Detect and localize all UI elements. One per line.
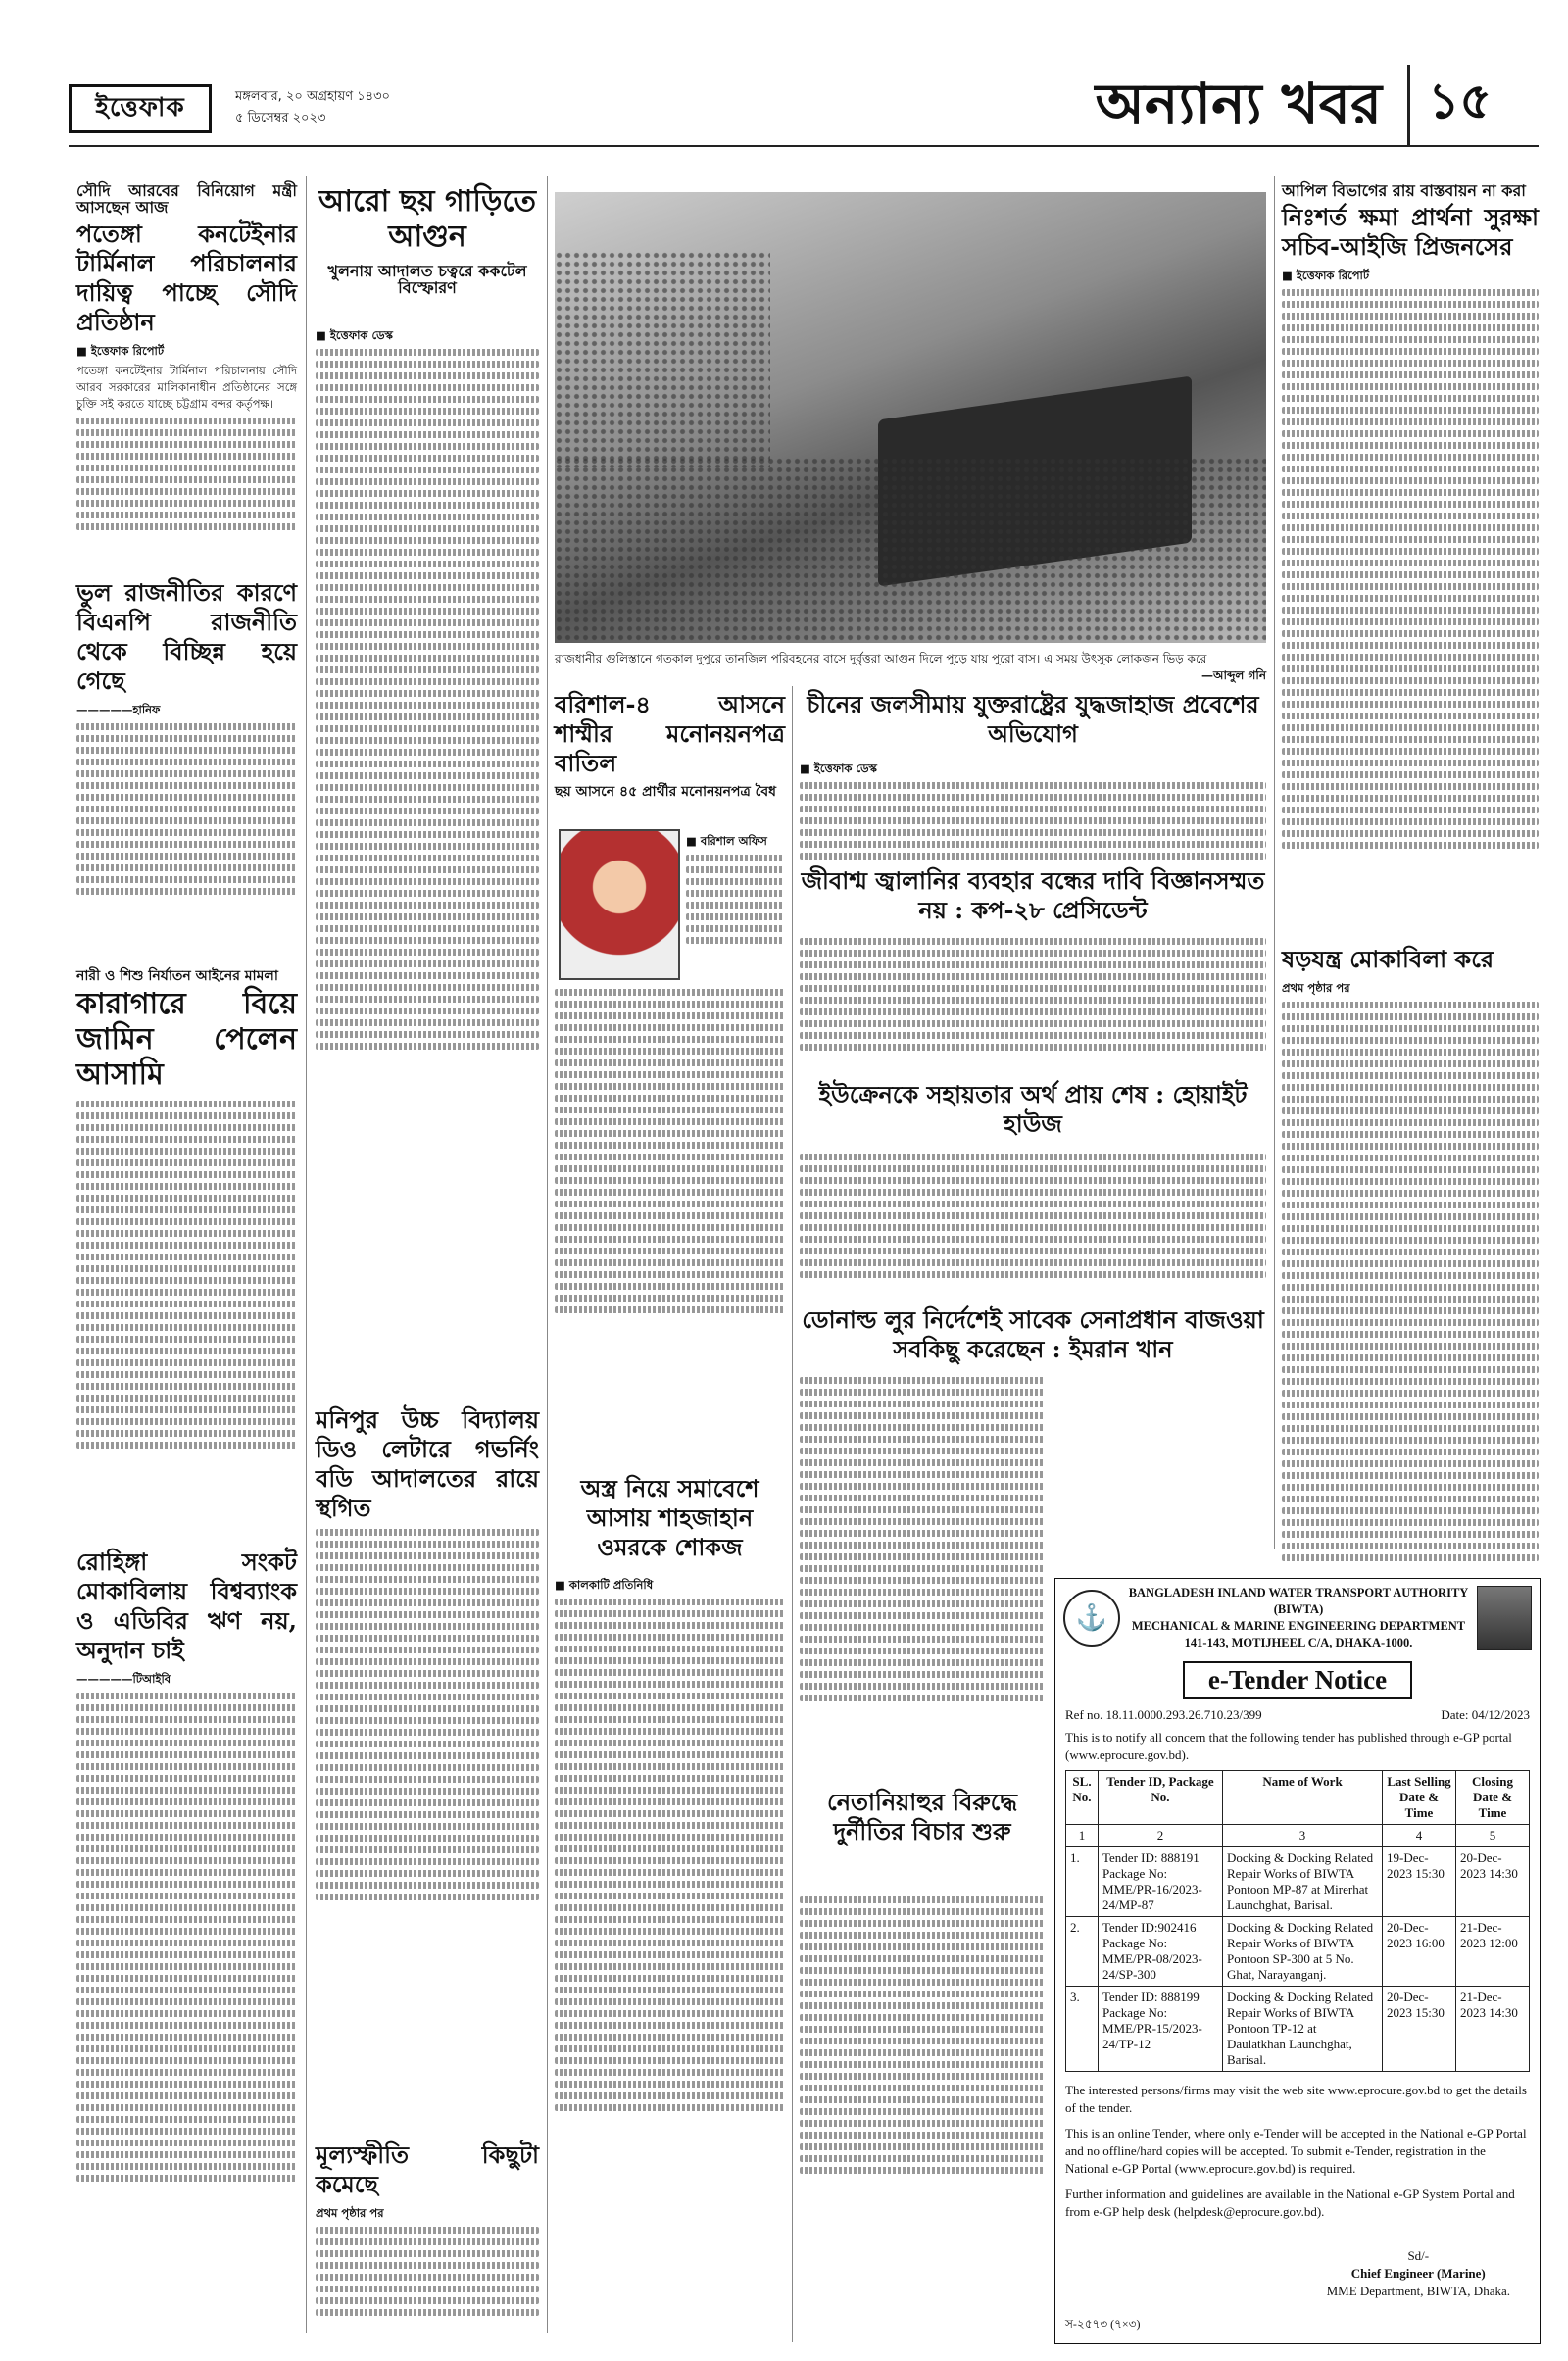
- headline[interactable]: কারাগারে বিয়ে জামিন পেলেন আসামি: [76, 987, 297, 1092]
- work-cell: Docking & Docking Related Repair Works of BIWTA Pontoon MP-87 at Mirerhat Launchghat, Barisal.: [1223, 1847, 1383, 1917]
- tender-date: Date: 04/12/2023: [1441, 1707, 1530, 1722]
- tender-id-cell: Tender ID: 888199 Package No: MME/PR-15/2023-24/TP-12: [1099, 1987, 1223, 2072]
- crowd-shape: [555, 457, 1266, 643]
- sell-date-cell: 20-Dec-2023 16:00: [1383, 1917, 1456, 1987]
- photo-caption: [555, 651, 1266, 684]
- tender-dept: MECHANICAL & MARINE ENGINEERING DEPARTMENT: [1131, 1619, 1466, 1633]
- headline[interactable]: ডোনাল্ড লুর নির্দেশেই সাবেক সেনাপ্রধান বাজওয়া সবকিছু করেছেন : ইমরান খান: [802, 1305, 1264, 1363]
- table-row: [1066, 1987, 1530, 2072]
- close-date-cell: 21-Dec-2023 12:00: [1456, 1917, 1530, 1987]
- caption-text: রাজধানীর গুলিস্তানে গতকাল দুপুরে তানজিল পরিবহনের বাসে দুর্বৃত্তরা আগুন দিলে পুড়ে যায় পুরো বাস। এ সময় উৎসুক লোকজন ভিড় করে: [555, 652, 1207, 665]
- byline: প্রথম পৃষ্ঠার পর: [1282, 981, 1350, 995]
- page-number: ১৫: [1407, 65, 1492, 146]
- headline[interactable]: ইউক্রেনকে সহায়তার অর্থ প্রায় শেষ : হোয়াইট হাউজ: [818, 1080, 1248, 1138]
- attribution: —————হানিফ: [76, 703, 161, 716]
- dateline: [235, 86, 390, 129]
- headline[interactable]: চীনের জলসীমায় যুক্তরাষ্ট্রের যুদ্ধজাহাজ প্রবেশের অভিযোগ: [807, 690, 1259, 748]
- table-header: Name of Work: [1223, 1771, 1383, 1825]
- article-barisal-body: [555, 984, 785, 1318]
- headline[interactable]: রোহিঙ্গা সংকট মোকাবিলায় বিশ্বব্যাংক ও এডিবির ঋণ নয়, অনুদান চাই: [76, 1548, 297, 1664]
- ad-code: স-২৫৭৩ (৭×৩): [1065, 2317, 1141, 2331]
- column-number: 2: [1099, 1825, 1223, 1847]
- close-date-cell: 20-Dec-2023 14:30: [1456, 1847, 1530, 1917]
- column-divider: [547, 176, 548, 2333]
- sl-cell: 3.: [1066, 1987, 1099, 2072]
- crowd-shape: [555, 251, 770, 467]
- tender-note-3: Further information and guidelines are available in the National e-GP System Portal and from e-GP help desk (helpdesk@eprocure.gov.bd).: [1065, 2187, 1515, 2219]
- tender-org: BANGLADESH INLAND WATER TRANSPORT AUTHORITY (BIWTA): [1128, 1586, 1469, 1616]
- byline: ■ ইত্তেফাক রিপোর্ট: [76, 344, 165, 358]
- candidate-portrait: [559, 829, 680, 980]
- article-jail-marriage: [76, 968, 297, 1453]
- tender-intro: This is to notify all concern that the following tender has published through e-GP portal (www.eprocure.gov.bd).: [1065, 1730, 1512, 1762]
- column-number: 5: [1456, 1825, 1530, 1847]
- etender-advertisement[interactable]: [1054, 1578, 1541, 2344]
- article-cop28: [800, 862, 1266, 931]
- table-row: [1066, 1917, 1530, 1987]
- article-imran: [800, 1302, 1266, 1370]
- byline: ■ বরিশাল অফিস: [686, 834, 767, 848]
- article-rohingya: [76, 1544, 297, 2187]
- column-number: 1: [1066, 1825, 1099, 1847]
- byline: ■ কালকাটি প্রতিনিধি: [555, 1578, 654, 1592]
- column-number: 4: [1383, 1825, 1456, 1847]
- signer-title: Chief Engineer (Marine): [1350, 2266, 1486, 2281]
- news-photo[interactable]: [555, 192, 1266, 643]
- kicker: আপিল বিভাগের রায় বাস্তবায়ন না করা: [1282, 181, 1526, 200]
- anchor-emblem-icon: ⚓: [1063, 1590, 1120, 1647]
- article-barisal: [555, 686, 785, 803]
- column-divider: [792, 686, 793, 2342]
- article-ukraine-body: [800, 1149, 1266, 1283]
- headline[interactable]: আরো ছয় গাড়িতে আগুন: [318, 184, 536, 254]
- headline[interactable]: ভুল রাজনীতির কারণে বিএনপি রাজনীতি থেকে বিচ্ছিন্ন হয়ে গেছে: [76, 578, 297, 695]
- column-number: 3: [1223, 1825, 1383, 1847]
- table-header: SL. No.: [1066, 1771, 1099, 1825]
- work-cell: Docking & Docking Related Repair Works of BIWTA Pontoon TP-12 at Daulatkhan Launchghat, Barisal.: [1223, 1987, 1383, 2072]
- sl-cell: 2.: [1066, 1917, 1099, 1987]
- sell-date-cell: 20-Dec-2023 15:30: [1383, 1987, 1456, 2072]
- article-imran-body: [800, 1372, 1045, 1706]
- article-netanyahu: [800, 1784, 1045, 1852]
- date-bengali: মঙ্গলবার, ২০ অগ্রহায়ণ ১৪৩০: [235, 89, 391, 104]
- subheadline: ছয় আসনে ৪৫ প্রার্থীর মনোনয়নপত্র বৈধ: [555, 784, 776, 800]
- close-date-cell: 21-Dec-2023 14:30: [1456, 1987, 1530, 2072]
- article-ukraine: [800, 1076, 1266, 1145]
- tender-note-1: The interested persons/firms may visit the web site www.eprocure.gov.bd to get the details of the tender.: [1065, 2083, 1527, 2115]
- article-apology: [1282, 182, 1539, 854]
- article-netanyahu-body: [800, 1892, 1045, 2179]
- tender-id-cell: Tender ID:902416 Package No: MME/PR-08/2023-24/SP-300: [1099, 1917, 1223, 1987]
- article-inflation: [316, 2137, 539, 2321]
- article-arson-body: [316, 323, 539, 1055]
- newspaper-logo: [69, 84, 212, 133]
- tender-address: 141-143, MOTIJHEEL C/A, DHAKA-1000.: [1184, 1636, 1413, 1649]
- article-school: [316, 1402, 539, 1905]
- headline[interactable]: নেতানিয়াহুর বিরুদ্ধে দুর্নীতির বিচার শুরু: [826, 1788, 1018, 1845]
- article-body: পতেঙ্গা কনটেইনার টার্মিনাল পরিচালনায় সৌদি আরব সরকারের মালিকানাধীন প্রতিষ্ঠানের সঙ্গে চুক্তি সই করতে যাচ্ছে চট্টগ্রাম বন্দর কর্তৃপক্ষ।: [76, 364, 297, 411]
- attribution: —————টিআইবি: [76, 1672, 172, 1686]
- tender-ref: Ref no. 18.11.0000.293.26.710.23/399: [1065, 1707, 1262, 1722]
- headline[interactable]: মনিপুর উচ্চ বিদ্যালয় ডিও লেটারে গভর্নিং বডি আদালতের রায়ে স্থগিত: [316, 1405, 539, 1522]
- column-divider: [1274, 176, 1275, 1549]
- headline[interactable]: ষড়যন্ত্র মোকাবিলা করে: [1282, 945, 1494, 973]
- work-cell: Docking & Docking Related Repair Works of BIWTA Pontoon SP-300 at 5 No. Ghat, Narayanganj.: [1223, 1917, 1383, 1987]
- kicker: সৌদি আরবের বিনিয়োগ মন্ত্রী আসছেন আজ: [76, 181, 297, 217]
- masthead-rule: [69, 145, 1539, 147]
- headline[interactable]: নিঃশর্ত ক্ষমা প্রার্থনা সুরক্ষা সচিব-আইজি প্রিজনসের: [1282, 203, 1539, 261]
- article-omar: [555, 1470, 785, 1568]
- tender-table: [1065, 1770, 1530, 2072]
- subheadline: খুলনায় আদালত চত্বরে ককটেল বিস্ফোরণ: [327, 262, 527, 297]
- photo-credit: —আব্দুল গনি: [1200, 668, 1266, 682]
- article-omar-body: [555, 1573, 785, 2116]
- article-conspiracy: [1282, 941, 1539, 1566]
- headline[interactable]: অস্ত্র নিয়ে সমাবেশে আসায় শাহজাহান ওমরকে শোকজ: [580, 1474, 760, 1561]
- tender-title: e-Tender Notice: [1183, 1661, 1412, 1699]
- signature-mark: Sd/-: [1407, 2248, 1430, 2263]
- article-saudi-terminal: [76, 182, 297, 535]
- headline[interactable]: মূল্যস্ফীতি কিছুটা কমেছে: [316, 2140, 539, 2198]
- kicker: নারী ও শিশু নির্যাতন আইনের মামলা: [76, 968, 278, 984]
- date-english: ৫ ডিসেম্বর ২০২৩: [235, 111, 326, 125]
- byline: প্রথম পৃষ্ঠার পর: [316, 2206, 384, 2220]
- article-china: [800, 686, 1266, 755]
- headline[interactable]: পতেঙ্গা কনটেইনার টার্মিনাল পরিচালনার দায়িত্ব পাচ্ছে সৌদি প্রতিষ্ঠান: [76, 220, 297, 336]
- table-header: Last Selling Date & Time: [1383, 1771, 1456, 1825]
- logo-text: ইত্তেফাক: [95, 93, 185, 123]
- table-header: Tender ID, Package No.: [1099, 1771, 1223, 1825]
- byline: ■ ইত্তেফাক ডেস্ক: [316, 328, 393, 342]
- column-divider: [306, 176, 307, 2333]
- article-barisal-side: [686, 829, 784, 949]
- byline: ■ ইত্তেফাক ডেস্ক: [800, 762, 877, 775]
- portrait-photo: [1477, 1586, 1532, 1650]
- article-arson: [316, 182, 539, 298]
- headline[interactable]: জীবাশ্ম জ্বালানির ব্যবহার বন্ধের দাবি বিজ্ঞানসম্মত নয় : কপ-২৮ প্রেসিডেন্ট: [801, 866, 1265, 924]
- article-hanif: [76, 574, 297, 900]
- tender-note-2: This is an online Tender, where only e-Tender will be accepted in the National e-GP Portal and no offline/hard copies will be accepted. To submit e-Tender, registration in the National e-GP Portal (www.eprocure.gov.bd) is required.: [1065, 2126, 1527, 2176]
- sl-cell: 1.: [1066, 1847, 1099, 1917]
- table-row: [1066, 1847, 1530, 1917]
- byline: ■ ইত্তেফাক রিপোর্ট: [1282, 269, 1370, 282]
- article-china-body: [800, 757, 1266, 864]
- table-header: Closing Date & Time: [1456, 1771, 1530, 1825]
- tender-id-cell: Tender ID: 888191 Package No: MME/PR-16/2023-24/MP-87: [1099, 1847, 1223, 1917]
- section-title: অন্যান্য খবর: [1095, 71, 1382, 137]
- sell-date-cell: 19-Dec-2023 15:30: [1383, 1847, 1456, 1917]
- article-cop28-body: [800, 933, 1266, 1056]
- signer-department: MME Department, BIWTA, Dhaka.: [1326, 2284, 1510, 2298]
- headline[interactable]: বরিশাল-৪ আসনে শাম্মীর মনোনয়নপত্র বাতিল: [555, 690, 785, 777]
